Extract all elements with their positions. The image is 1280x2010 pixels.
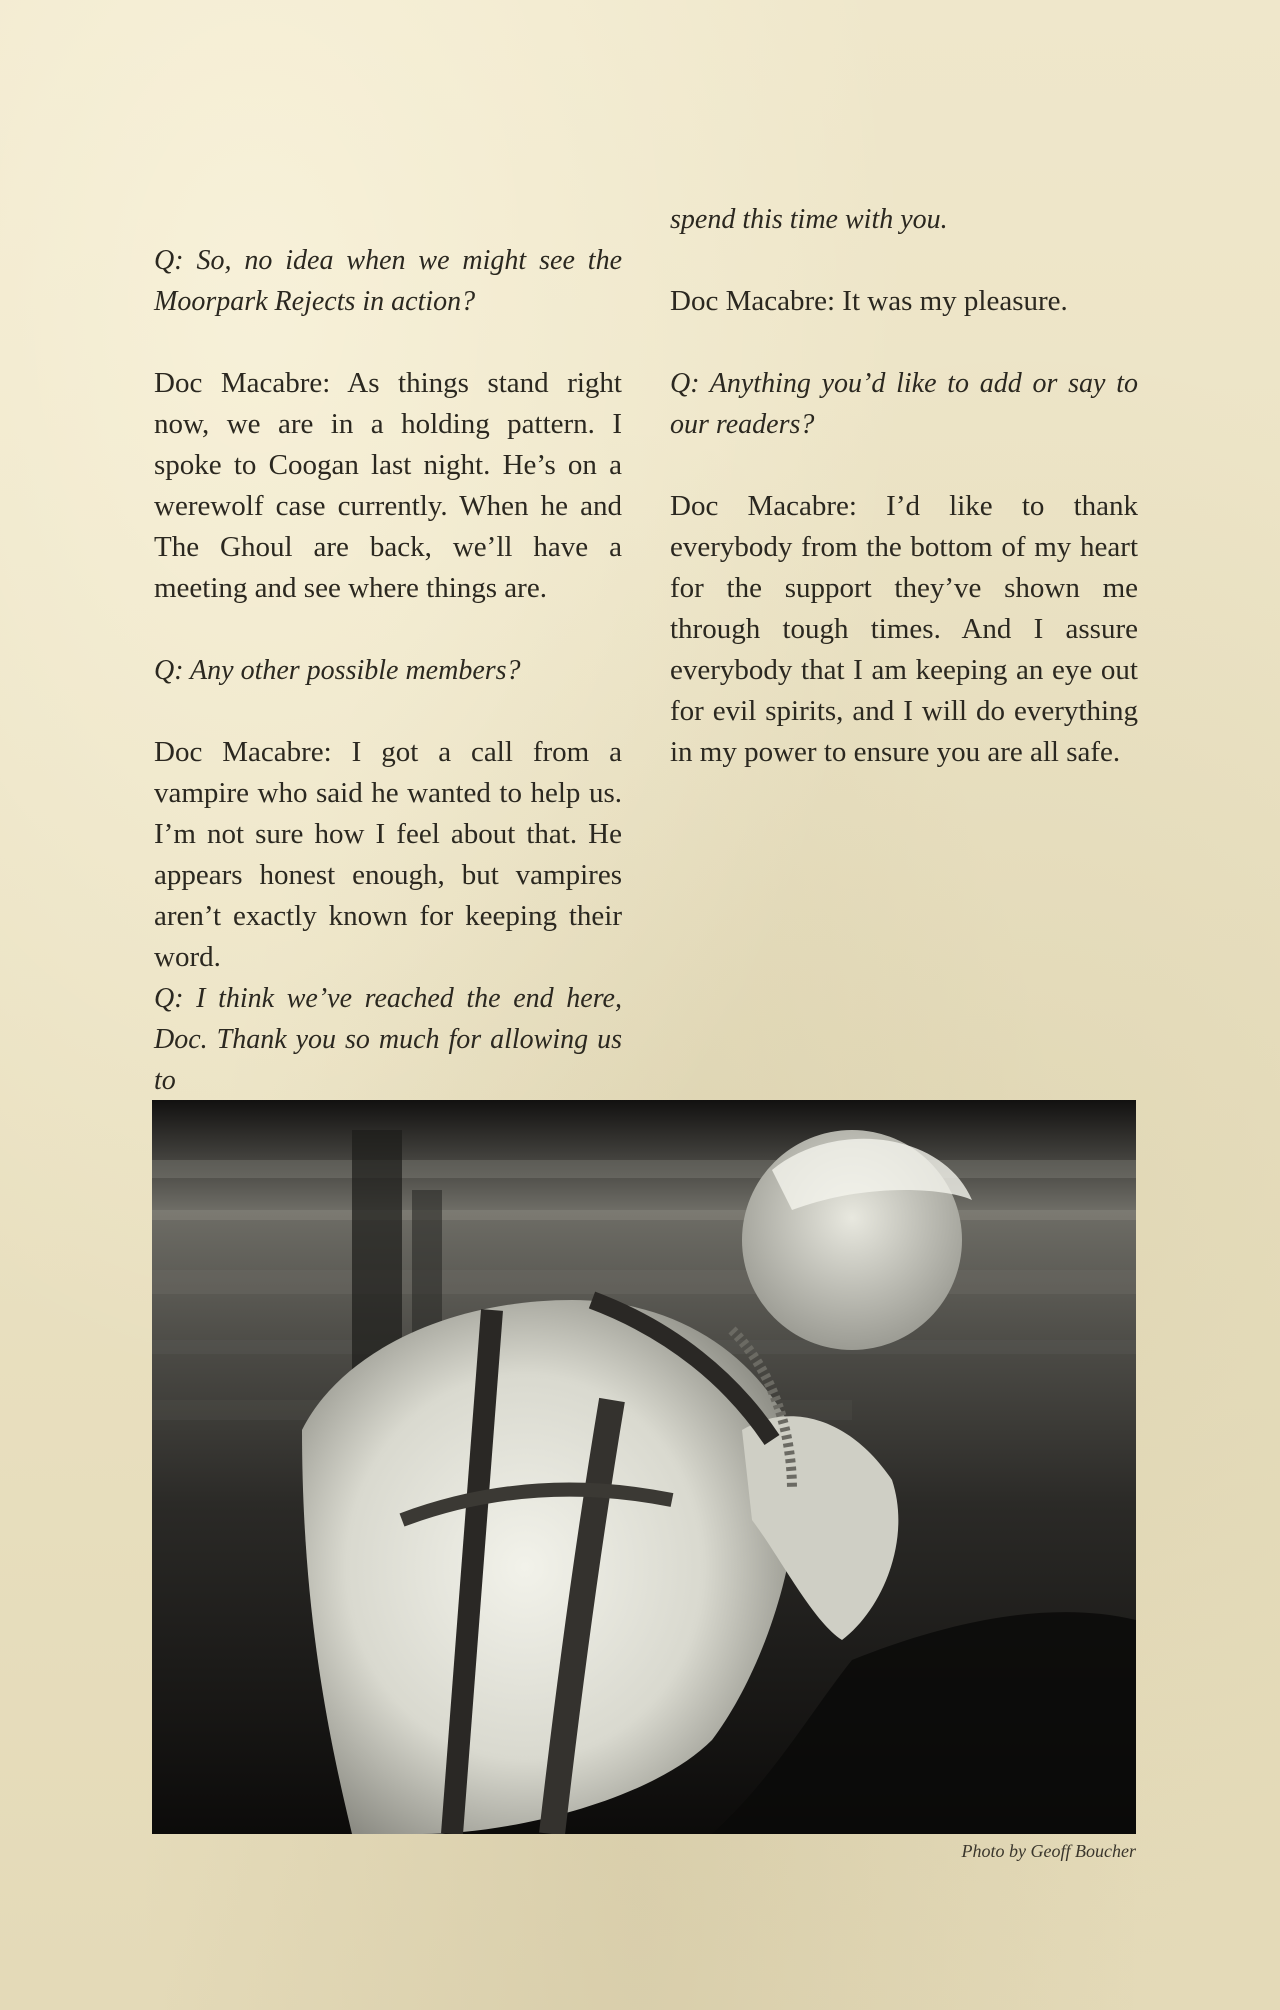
answer-thanks: Doc Macabre: I’d like to thank everybody from the bottom of my heart for the support they’ve shown me through tough times. And I assure everybody that I am keeping an eye out for evil spirits, and I will do everything in my power to ensure you are all safe.	[670, 490, 1138, 768]
answer-pleasure: Doc Macabre: It was my pleasure.	[670, 285, 1068, 317]
question-other-members: Q: Any other possible members?	[154, 655, 521, 686]
photo-image	[152, 1100, 1136, 1834]
paragraph-gap	[154, 691, 622, 732]
paragraph-gap	[154, 322, 622, 363]
photo-inverted-figure	[152, 1100, 1136, 1834]
paragraph-gap	[670, 445, 1138, 486]
question-moorpark: Q: So, no idea when we might see the Moorpark Rejects in action?	[154, 245, 622, 317]
answer-holding-pattern: Doc Macabre: As things stand right now, we are in a holding pattern. I spoke to Coogan last night. He’s on a werewolf case currently. When he and The Ghoul are back, we’ll have a meeting and see where things are.	[154, 367, 622, 604]
question-end: Q: I think we’ve reached the end here, Doc. Thank you so much for allowing us to	[154, 983, 622, 1096]
left-column	[154, 240, 622, 1101]
paragraph-gap	[670, 322, 1138, 363]
paragraph-gap	[154, 609, 622, 650]
question-end-continued: spend this time with you.	[670, 204, 948, 235]
right-column	[670, 199, 1138, 773]
photo-credit: Photo by Geoff Boucher	[961, 1841, 1136, 1861]
question-add-readers: Q: Anything you’d like to add or say to our readers?	[670, 368, 1138, 440]
paragraph-gap	[670, 240, 1138, 281]
answer-vampire: Doc Macabre: I got a call from a vampire who said he wanted to help us. I’m not sure how I feel about that. He appears honest enough, but vampires aren’t exactly known for keeping their word.	[154, 736, 622, 973]
